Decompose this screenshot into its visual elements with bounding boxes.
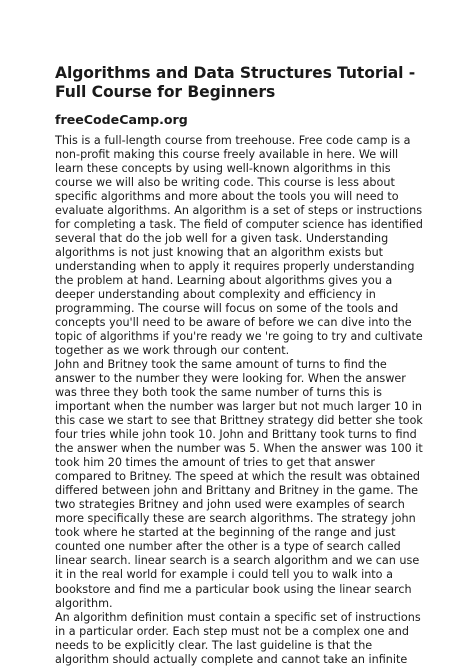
text-line: for completing a task. The field of computer science has identified: [55, 218, 423, 232]
text-line: evaluate algorithms. An algorithm is a set of steps or instructions: [55, 204, 423, 218]
text-line: This is a full-length course from treehouse. Free code camp is a: [55, 134, 411, 147]
document-title: [55, 64, 423, 102]
text-line: the problem at hand. Learning about algorithms gives you a: [55, 274, 393, 288]
paragraph: [55, 134, 423, 358]
text-line: learn these concepts by using well-known algorithms in this: [55, 162, 391, 176]
text-line: was three they both took the same number of turns this is: [55, 386, 382, 400]
text-line: course we will also be writing code. This course is less about: [55, 176, 395, 190]
text-line: two strategies Britney and john used were examples of search: [55, 498, 405, 512]
text-line: algorithm should actually complete and cannot take an infinite: [55, 652, 408, 666]
text-line: topic of algorithms if you're ready we 're going to try and cultivate: [55, 330, 423, 344]
text-line: several that do the job well for a given task. Understanding: [55, 232, 389, 246]
text-line: understanding when to apply it requires properly understanding: [55, 260, 415, 274]
text-line: took him 20 times the amount of tries to get that answer: [55, 456, 375, 470]
text-line: counted one number after the other is a type of search called: [55, 540, 401, 554]
paragraph: [55, 358, 423, 610]
text-line: non-profit making this course freely available in here. We will: [55, 148, 399, 162]
document-body: [55, 134, 423, 667]
text-line: specific algorithms and more about the tools you will need to: [55, 190, 399, 204]
text-line: linear search. linear search is a search algorithm and we can use: [55, 554, 420, 568]
text-line: concepts you'll need to be aware of before we can dive into the: [55, 316, 412, 330]
text-line: important when the number was larger but not much larger 10 in: [55, 400, 422, 414]
author-name: freeCodeCamp.org: [55, 112, 188, 127]
text-line: deeper understanding about complexity and efficiency in: [55, 288, 376, 302]
text-line: algorithms is not just knowing that an algorithm exists but: [55, 246, 384, 260]
text-line: took where he started at the beginning of the range and just: [55, 526, 396, 540]
title-line: Full Course for Beginners: [55, 83, 276, 101]
text-line: algorithm.: [55, 596, 113, 610]
text-line: this case we start to see that Brittney strategy did better she took: [55, 414, 423, 428]
document-page: [55, 64, 423, 667]
text-line: four tries while john took 10. John and Brittany took turns to find: [55, 428, 417, 442]
text-line: An algorithm definition must contain a specific set of instructions: [55, 610, 421, 624]
text-line: differed between john and Brittany and Britney in the game. The: [55, 484, 419, 498]
text-line: in a particular order. Each step must not be a complex one and: [55, 624, 409, 638]
text-line: programming. The course will focus on some of the tools and: [55, 302, 399, 316]
text-line: more specifically these are search algorithms. The strategy john: [55, 512, 416, 526]
title-line: Algorithms and Data Structures Tutorial -: [55, 64, 416, 82]
text-line: it in the real world for example i could tell you to walk into a: [55, 568, 393, 582]
text-line: together as we work through our content.: [55, 344, 290, 358]
text-line: bookstore and find me a particular book using the linear search: [55, 582, 412, 596]
text-line: John and Britney took the same amount of turns to find the: [55, 358, 387, 372]
text-line: the answer when the number was 5. When the answer was 100 it: [55, 442, 423, 456]
text-line: compared to Britney. The speed at which the result was obtained: [55, 470, 420, 484]
paragraph: [55, 611, 423, 667]
text-line: needs to be explicitly clear. The last guideline is that the: [55, 638, 373, 652]
text-line: answer to the number they were looking for. When the answer: [55, 372, 406, 386]
